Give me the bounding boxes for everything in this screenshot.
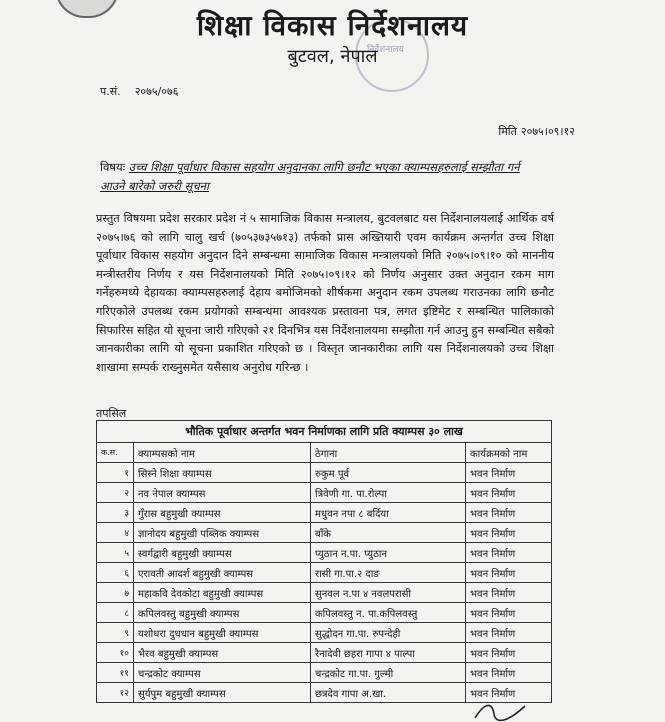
stamp-text: निर्देशनालय: [367, 45, 404, 55]
row-address: छत्रदेव गापा अ.खा.: [311, 683, 466, 703]
row-sn: ११: [97, 663, 134, 683]
row-sn: ८: [97, 603, 134, 623]
table-row: [97, 543, 552, 563]
table-row: [97, 583, 552, 603]
row-campus-name: स्वर्गद्वारी बहुमुखी क्याम्पस: [134, 543, 311, 563]
row-sn: ४: [97, 523, 134, 543]
office-name: शिक्षा विकास निर्देशनालय: [196, 9, 469, 42]
row-campus-name: नव नेपाल क्याम्पस: [134, 483, 311, 503]
row-campus-name: गुँरास बहुमुखी क्याम्पस: [134, 503, 311, 523]
row-address: चन्द्रकोट गा.पा. गुल्मी: [311, 663, 466, 683]
row-program: भवन निर्माण: [466, 543, 552, 563]
header-address: ठेगाना: [311, 443, 466, 463]
row-sn: ६: [97, 563, 134, 583]
table-row: [97, 643, 552, 663]
row-program: भवन निर्माण: [466, 483, 552, 503]
row-address: बाँके: [311, 523, 466, 543]
row-campus-name: सुर्यपुम बहुमुखी क्याम्पस: [134, 683, 311, 703]
row-program: भवन निर्माण: [466, 643, 552, 663]
row-campus-name: चन्द्रकोट क्याम्पस: [134, 663, 311, 683]
subject-label: विषयः: [100, 160, 126, 174]
row-campus-name: ज्ञानोदय बहुमुखी पब्लिक क्याम्पस: [134, 523, 311, 543]
table-caption: भौतिक पूर्वाधार अन्तर्गत भवन निर्माणका लागि प्रति क्याम्पस ३० लाख: [97, 421, 552, 443]
header-sn: क.स.: [97, 443, 134, 463]
row-address: रैनादेवी छहरा गापा ४ पाल्पा: [311, 643, 466, 663]
table-row: [97, 463, 552, 483]
table-row: [97, 603, 552, 623]
row-sn: २: [97, 483, 134, 503]
table-row: [97, 523, 552, 543]
table-row: [97, 563, 552, 583]
row-sn: १२: [97, 683, 134, 703]
office-location: बुटवल, नेपाल: [287, 46, 378, 67]
table-row: [97, 623, 552, 643]
row-address: रुकुम पूर्व: [311, 463, 466, 483]
header-campus-name: क्याम्पसको नाम: [134, 443, 311, 463]
row-sn: १०: [97, 643, 134, 663]
row-address: रासी गा.पा.२ दाङ: [311, 563, 466, 583]
subject-line: [100, 158, 540, 196]
row-program: भवन निर्माण: [466, 623, 552, 643]
row-sn: ३: [97, 503, 134, 523]
row-address: सुद्धोदन गा.पा. रुपन्देही: [311, 623, 466, 643]
row-campus-name: भैरव बहुमुखी क्याम्पस: [134, 643, 311, 663]
row-program: भवन निर्माण: [466, 663, 552, 683]
row-address: त्रिवेणी गा. पा.रोल्पा: [311, 483, 466, 503]
table-row: [97, 483, 552, 503]
row-address: सुनवल न.पा ४ नवलपरासी: [311, 583, 466, 603]
signature-mark: [470, 700, 530, 722]
details-heading: तपसिल: [96, 407, 127, 420]
row-sn: ७: [97, 583, 134, 603]
row-sn: ५: [97, 543, 134, 563]
row-program: भवन निर्माण: [466, 463, 552, 483]
row-address: प्युठान न.पा. प्युठान: [311, 543, 466, 563]
row-program: भवन निर्माण: [466, 683, 552, 703]
row-program: भवन निर्माण: [466, 603, 552, 623]
row-address: मधुवन नपा ८ बर्दिया: [311, 503, 466, 523]
row-sn: १: [97, 463, 134, 483]
campus-table: [96, 420, 552, 703]
row-program: भवन निर्माण: [466, 523, 552, 543]
notice-body: प्रस्तुत विषयमा प्रदेश सरकार प्रदेश नं ५ सामाजिक विकास मन्त्रालय, बुटवलबाट यस निर्देशनालयलाई आर्थिक वर्ष २०७५।७६ को लागि चालु खर्च (७०५३७३५७१३) तर्फको प्रास अख्तियारी एवम कार्यक्रम अन्तर्गत उच्च शिक्षा पूर्वाधार विकास सहयोग अनुदान दिने सम्बन्धमा सामाजिक विकास मन्त्रालयको मिति २०७५।०९।१० को माननीय मन्त्रीस्तरीय निर्णय र यस निर्देशनालयको मिति २०७५।०९।१२ को निर्णय अनुसार उक्त अनुदान रकम माग गर्नेहरुमध्ये देहायका क्याम्पसहरुलाई देहाय बमोजिमको शीर्षकमा अनुदान रकम उपलब्ध गराउनका लागि छनौट गरिएकोले उपलब्ध रकम प्रयोगको सम्बन्धमा आवश्यक प्रस्तावना पत्र, लगत इष्टिमेट र सम्बन्धित पालिकाको सिफारिस सहित यो सूचना जारी गरिएको २१ दिनभित्र यस निर्देशनालयमा सम्झौता गर्न आउनु हुन सम्बन्धित सबैको जानकारीका लागि यो सूचना प्रकाशित गरिएको छ । विस्तृत जानकारीका लागि यस निर्देशनालयको उच्च शिक्षा शाखामा सम्पर्क राख्नुसमेत यसैसाथ अनुरोध गरिन्छ ।: [96, 212, 554, 374]
row-program: भवन निर्माण: [466, 563, 552, 583]
row-sn: ९: [97, 623, 134, 643]
table-header-row: [97, 443, 552, 463]
reference-number: [100, 84, 178, 99]
notice-date: [498, 124, 575, 139]
table-row: [97, 663, 552, 683]
table-row: [97, 503, 552, 523]
row-campus-name: सिस्ने शिक्षा क्याम्पस: [134, 463, 311, 483]
row-address: कपिलवस्तु न. पा.कपिलवस्तु: [311, 603, 466, 623]
row-campus-name: कपिलवस्तु बहुमुखी क्याम्पस: [134, 603, 311, 623]
date-label: मिति: [498, 125, 517, 138]
header-program: कार्यक्रमको नाम: [466, 443, 552, 463]
subject-text: उच्च शिक्षा पूर्वाधार विकास सहयोग अनुदानका लागि छनौट भएका क्याम्पसहरुलाई सम्झौता गर्न आउने बारेको जरुरी सूचना: [100, 160, 520, 193]
row-campus-name: एरावती आदर्श बहुमुखी क्याम्पस: [134, 563, 311, 583]
row-program: भवन निर्माण: [466, 503, 552, 523]
date-value: २०७५।०९।१२: [520, 125, 575, 138]
ref-value: २०७५/०७६: [134, 85, 179, 98]
row-campus-name: महाकवि देवकोटा बहुमुखी क्याम्पस: [134, 583, 311, 603]
row-program: भवन निर्माण: [466, 583, 552, 603]
ref-label: प.सं.: [100, 85, 121, 98]
row-campus-name: यशोधरा दुधधान बहुमुखी क्याम्पस: [134, 623, 311, 643]
